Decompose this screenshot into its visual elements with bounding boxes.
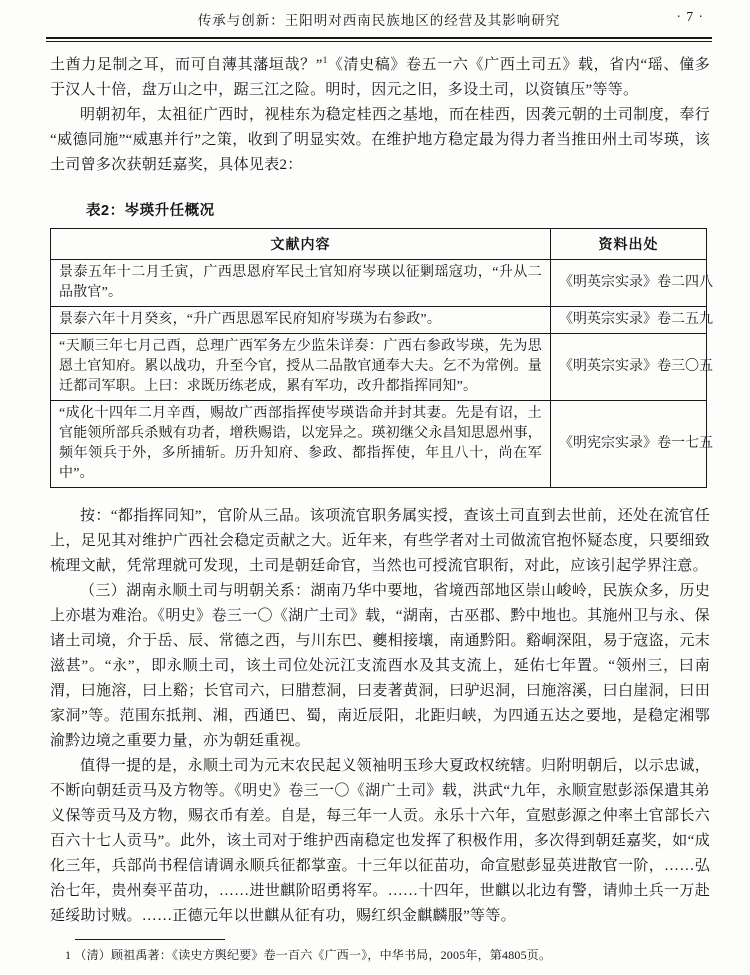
table-header-content: 文献内容 [51,229,551,260]
table-row [51,260,707,307]
page-body [0,42,750,929]
paragraph-1-text: 土酋力足制之耳，而可自薄其藩垣哉？” [50,57,323,73]
table-cell-source: 《明宪宗实录》卷一七五 [551,401,707,488]
paragraph-3: 按：“都指挥同知”，官阶从三品。该项流官职务属实授，查该土司直到去世前，还处在流官任上，足见其对维护广西社会稳定贡献之大。近年来，有些学者对土司做流官抱怀疑态度，只要细致梳理文献，凭常理就可发现，土司是朝廷命官，当然也可授流官职衔，对此，应该引起学界注意。 [50,508,710,574]
table-cell-content: 景泰五年十二月壬寅，广西思恩府军民土官知府岑瑛以征剿瑶寇功，“升从二品散官”。 [51,260,551,307]
table-cell-content: “成化十四年二月辛酉，赐故广西部指挥使岑瑛诰命并封其妻。先是有诏，土官能领所部兵杀贼有功者，增秩赐诰，以宠异之。瑛初继父永昌知思恩州事，频年领兵于外，多所捕斩。历升知府、参政、都指挥使，年且八十，尚在军中”。 [51,401,551,488]
footnote [65,947,710,964]
table-row [51,334,707,401]
running-header [46,0,712,31]
running-header-title: 传承与创新：王阳明对西南民族地区的经营及其影响研究 [197,13,561,28]
paragraph-1-continuation: 《清史稿》卷五一六《广西土司五》载，省内“瑶、僮多于汉人十倍，盘万山之中，踞三江之险。明时，因元之旧，多设土司，以资镇压”等等。 [50,57,710,98]
page-number: · 7 · [676,9,704,24]
paragraph-5: 值得一提的是，永顺土司为元末农民起义领袖明玉珍大夏政权统辖。归附明朝后，以示忠诚，不断向朝廷贡马及方物等。《明史》卷三一〇《湖广土司》载，洪武“九年，永顺宣慰彭添保遣其弟义保等贡马及方物，赐衣币有差。自是，每三年一人贡。永乐十六年，宣慰彭源之仲率土官部长六百六十七人贡马”。此外，该土司对于维护西南稳定也发挥了积极作用，多次得到朝廷嘉奖，如“成化三年，兵部尚书程信请调永顺兵征都掌蛮。十三年以征苗功，命宣慰彭显英进散官一阶，……弘治七年，贵州奏平苗功，……进世麒阶昭勇将军。……十四年，世麒以北边有警，请帅土兵一万赴延绥助讨贼。……正德元年以世麒从征有功，赐红织金麒麟服”等等。 [50,758,710,924]
promotion-table [50,228,713,488]
paragraph-1 [50,53,710,103]
paragraph-2: 明朝初年，太祖征广西时，视桂东为稳定桂西之基地，而在桂西，因袭元朝的土司制度，奉行“威德同施”“威惠并行”之策，收到了明显实效。在维护地方稳定最为得力者当推田州土司岑瑛，该土司曾多次获朝廷嘉奖，具体见表2： [50,107,710,173]
table-caption: 表2：岑瑛升任概况 [86,203,215,219]
table-cell-content: “天顺三年七月己酉，总理广西军务左少监朱详奏：广西右参政岑瑛，先为思恩土官知府。累以战功，升至今官，授从二品散官通奉大夫。乞不为常例。量迁都司军职。上曰：求既历练老成，累有军功，改升都指挥同知”。 [51,334,551,401]
footnote-marker: 1 [65,948,72,962]
table-cell-source: 《明英宗实录》卷二四八 [551,260,707,307]
table-cell-source: 《明英宗实录》卷二五九 [551,307,707,334]
paragraph-4: （三）湖南永顺土司与明朝关系：湖南乃华中要地，省境西部地区崇山峻岭，民族众多，历史上亦堪为难治。《明史》卷三一〇《湖广土司》载，“湖南，古巫郡、黔中地也。其施州卫与永、保诸土司境，介于岳、辰、常德之西，与川东巴、夔相接壤，南通黔阳。谿峒深阻，易于寇盗，元末滋甚”。“永”，即永顺土司，该土司位处沅江支流酉水及其支流上，延佑七年置。“领州三，曰南渭，曰施溶，曰上谿；长官司六，曰腊惹洞，曰麦著黄洞，曰驴迟洞，曰施溶溪，曰白崖洞，曰田家洞”等。范围东抵荆、湘，西通巴、蜀，南近辰阳，北距归峡，为四通五达之要地，是稳定湘鄂渝黔边境之重要力量，亦为朝廷重视。 [50,583,710,749]
table-header-row [51,229,707,260]
table-row [51,401,707,488]
footnote-area [50,939,710,964]
footnote-reference-1: 1 [322,55,328,65]
table-header-source: 资料出处 [551,229,707,260]
footnote-text: （清）顾祖禹著：《读史方舆纪要》卷一百六《广西一》，中华书局，2005年，第4805页。 [74,948,552,962]
table-cell-source: 《明英宗实录》卷三〇五 [551,334,707,401]
footnote-divider [75,939,225,940]
table-cell-content: 景泰六年十月癸亥，“升广西思恩军民府知府岑瑛为右参政”。 [51,307,551,334]
table-row [51,307,707,334]
